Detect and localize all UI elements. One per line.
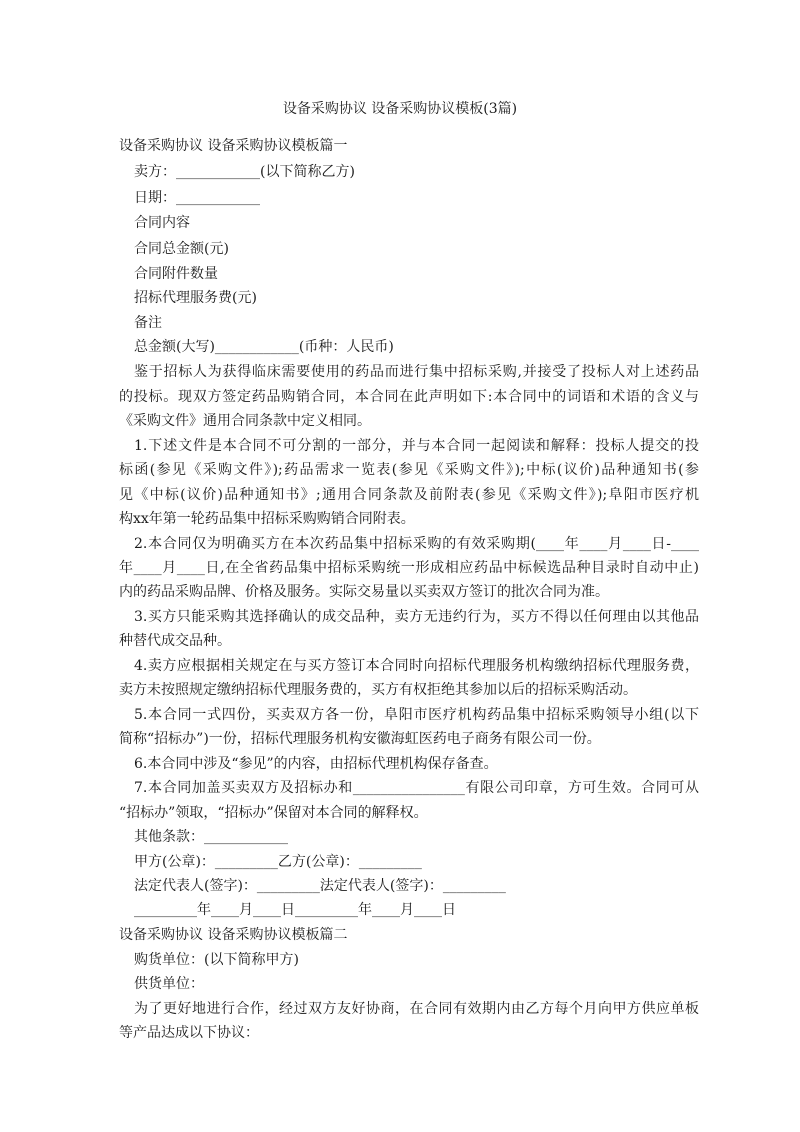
clause-line: 见《中标(议价)品种通知书》;通用合同条款及前附表(参见《采购文件》);阜阳市医疗机 — [119, 487, 699, 503]
clause-line: 卖方未按照规定缴纳招标代理服务费的，买方有权拒绝其参加以后的招标采购活动。 — [119, 682, 637, 698]
clause-line: 种替代成交品种。 — [119, 633, 231, 649]
buyer-line: 购货单位：(以下简称甲方) — [134, 952, 299, 968]
document-title: 设备采购协议 设备采购协议模板(3篇) — [282, 101, 518, 117]
section-heading: 设备采购协议 设备采购协议模板篇二 — [119, 927, 348, 943]
clause-line: 5.本合同一式四份，买卖双方各一份，阜阳市医疗机构药品集中招标采购领导小组(以下 — [134, 707, 699, 723]
clause-line: 年____月____日,在全省药品集中招标采购统一形成相应药品中标候选品种目录时自动中止) — [119, 560, 699, 576]
clause-line: “招标办”领取，“招标办”保留对本合同的解释权。 — [119, 805, 428, 821]
signature-date-line: _________年____月____日_________年____月____日 — [134, 902, 456, 918]
clause-line: 1.下述文件是本合同不可分割的一部分，并与本合同一起阅读和解释：投标人提交的投 — [134, 438, 699, 454]
clause-line: 简称“招标办”)一份，招标代理服务机构安徽海虹医药电子商务有限公司一份。 — [119, 731, 601, 747]
supplier-line: 供货单位： — [134, 976, 204, 992]
field-label: 招标代理服务费(元) — [134, 290, 257, 306]
date-line: 日期：____________ — [134, 190, 260, 206]
clause-line: 2.本合同仅为明确买方在本次药品集中招标采购的有效采购期(____年____月____日-____ — [134, 536, 699, 552]
paragraph-line: 等产品达成以下协议： — [119, 1025, 259, 1041]
section-heading: 设备采购协议 设备采购协议模板篇一 — [119, 138, 348, 154]
total-amount-line: 总金额(大写)____________(币种：人民币) — [134, 339, 394, 355]
clause-line: 7.本合同加盖买卖双方及招标办和________________有限公司印章，方可生效。合同可从 — [134, 780, 699, 796]
clause-line: 4.卖方应根据相关规定在与买方签订本合同时向招标代理服务机构缴纳招标代理服务费， — [134, 658, 699, 674]
representative-line: 法定代表人(签字)：_________法定代表人(签字)：_________ — [134, 878, 506, 894]
field-label: 备注 — [134, 315, 162, 331]
paragraph-line: 为了更好地进行合作，经过双方友好协商，在合同有效期内由乙方每个月向甲方供应单板 — [134, 1001, 699, 1017]
paragraph-line: 的投标。现双方签定药品购销合同，本合同在此声明如下:本合同中的词语和术语的含义与 — [119, 389, 699, 405]
seller-line: 卖方：____________(以下简称乙方) — [134, 164, 355, 180]
other-terms-line: 其他条款：____________ — [134, 829, 288, 845]
paragraph-line: 《采购文件》通用合同条款中定义相同。 — [119, 413, 371, 429]
field-label: 合同总金额(元) — [134, 241, 229, 257]
paragraph-line: 鉴于招标人为获得临床需要使用的药品而进行集中招标采购,并接受了投标人对上述药品 — [134, 364, 699, 380]
clause-line: 3.买方只能采购其选择确认的成交品种，卖方无违约行为，买方不得以任何理由以其他品 — [134, 609, 699, 625]
clause-line: 构xx年第一轮药品集中招标采购购销合同附表。 — [119, 511, 415, 527]
field-label: 合同内容 — [134, 215, 190, 231]
party-seal-line: 甲方(公章)：_________乙方(公章)：_________ — [134, 854, 422, 870]
clause-line: 标函(参见《采购文件》);药品需求一览表(参见《采购文件》);中标(议价)品种通知书(参 — [119, 462, 699, 478]
clause-line: 内的药品采购品牌、价格及服务。实际交易量以买卖双方签订的批次合同为准。 — [119, 584, 609, 600]
clause-line: 6.本合同中涉及“参见”的内容，由招标代理机构保存备查。 — [134, 756, 498, 772]
field-label: 合同附件数量 — [134, 266, 218, 282]
